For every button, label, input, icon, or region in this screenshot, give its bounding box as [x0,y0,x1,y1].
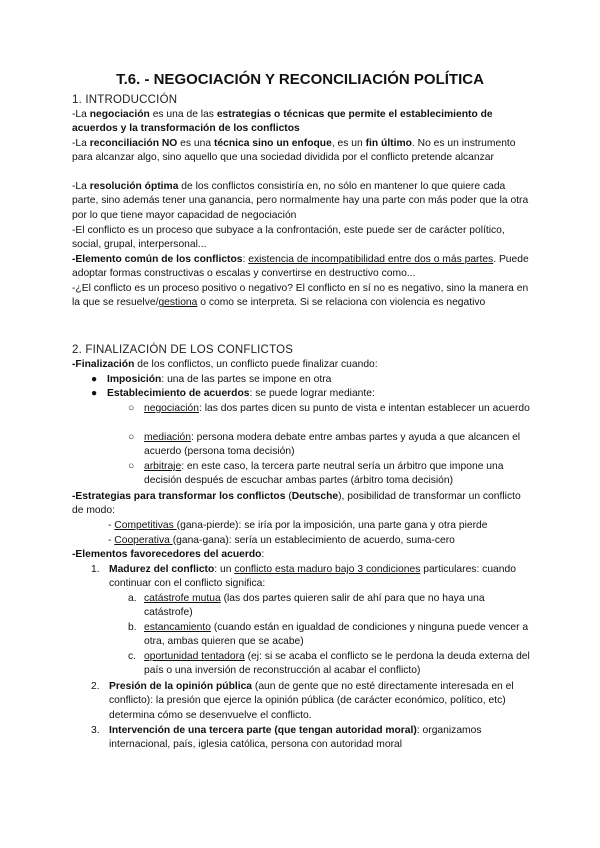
list-number: 3. [91,725,100,736]
dash-item-cooperativa: - Cooperativa (gana-gana): sería un establecimiento de acuerdo, suma-cero [108,535,455,546]
dash-item-competitivas: - Competitivas (gana-pierde): se iría por la imposición, una parte gana y otra pierde [108,520,488,531]
list-number: 2. [91,681,100,692]
list-letter: b. [128,622,137,633]
sub-item-arbitraje: arbitraje: en este caso, la tercera parte neutral sería un árbitro que impone una decisión después de escuchar ambas partes (árbitro toma decisión) [144,461,504,487]
paragraph-elementos: -Elementos favorecedores del acuerdo: [72,549,265,560]
paragraph-finalizacion-intro: -Finalización de los conflictos, un conflicto puede finalizar cuando: [72,359,378,370]
paragraph-elemento-comun: -Elemento común de los conflictos: existencia de incompatibilidad entre dos o más partes. Puede adoptar formas constructivas o escalas y convertirse en destructivo como... [72,254,529,280]
bullet-circle: ○ [128,461,135,472]
sub-item-mediacion: mediación: persona modera debate entre ambas partes y ayuda a que alcancen el acuerdo (persona toma decisión) [144,432,521,458]
list-item-acuerdos: Establecimiento de acuerdos: se puede lograr mediante: [107,388,375,399]
numbered-item-intervencion: Intervención de una tercera parte (que tengan autoridad moral): organizamos internacional, país, iglesia católica, persona con autoridad moral [109,725,482,751]
bullet-dot: ● [91,374,98,385]
section-heading-introduccion: 1. INTRODUCCIÓN [72,94,178,106]
list-number: 1. [91,564,100,575]
numbered-item-madurez: Madurez del conflicto: un conflicto esta maduro bajo 3 condiciones particulares: cuando continuar con el conflicto significa: [109,564,516,590]
paragraph-estrategias: -Estrategias para transformar los conflictos (Deutsche), posibilidad de transformar un conflicto de modo: [72,491,521,517]
list-letter: a. [128,593,137,604]
paragraph-resolucion-optima: -La resolución óptima de los conflictos consistiría en, no sólo en mantener lo que quiere cada parte, sino además tener una ganancia, pero normalmente hay una parte con más poder que la otra por lo que tiene mayor capacidad de negociación [72,181,529,221]
numbered-item-presion: Presión de la opinión pública (aun de gente que no esté directamente interesada en el conflicto): la presión que ejerce la opinión pública (de carácter económico, político, etc) determina cómo se desenvuelve el conflicto. [109,681,514,721]
bullet-circle: ○ [128,403,135,414]
page-title: T.6. - NEGOCIACIÓN Y RECONCILIACIÓN POLÍTICA [116,71,484,88]
letter-item-catastrofe: catástrofe mutua (las dos partes quieren salir de ahí para que no haya una catástrofe) [144,593,485,619]
paragraph-conflicto-proceso: -El conflicto es un proceso que subyace a la confrontación, este puede ser de carácter político, social, grupal, interpersonal... [72,225,505,251]
bullet-circle: ○ [128,432,135,443]
paragraph-reconciliacion: -La reconciliación NO es una técnica sino un enfoque, es un fin último. No es un instrumento para alcanzar algo, sino aquello que una sociedad dividida por el conflicto pretende alcanzar [72,138,516,164]
paragraph-positivo-negativo: -¿El conflicto es un proceso positivo o negativo? El conflicto en sí no es negativo, sino la manera en la que se resuelve/gestiona o como se interpreta. Si se relaciona con violencia es negativo [72,283,529,309]
letter-item-oportunidad: oportunidad tentadora (ej: si se acaba el conflicto se le perdona la deuda externa del país o una inversión de reconstrucción al acabar el conflicto) [144,651,530,677]
bullet-dot: ● [91,388,98,399]
letter-item-estancamiento: estancamiento (cuando están en igualdad de condiciones y ninguna puede vencer a otra, ambas quieren que se acabe) [144,622,529,648]
section-heading-finalizacion: 2. FINALIZACIÓN DE LOS CONFLICTOS [72,344,294,356]
paragraph-negociacion: -La negociación es una de las estrategias o técnicas que permite el establecimiento de acuerdos y la transformación de los conflictos [72,109,493,135]
list-letter: c. [128,651,137,662]
list-item-imposicion: Imposición: una de las partes se impone en otra [107,374,332,385]
sub-item-negociacion: negociación: las dos partes dicen su punto de vista e intentan establecer un acuerdo [144,403,530,414]
